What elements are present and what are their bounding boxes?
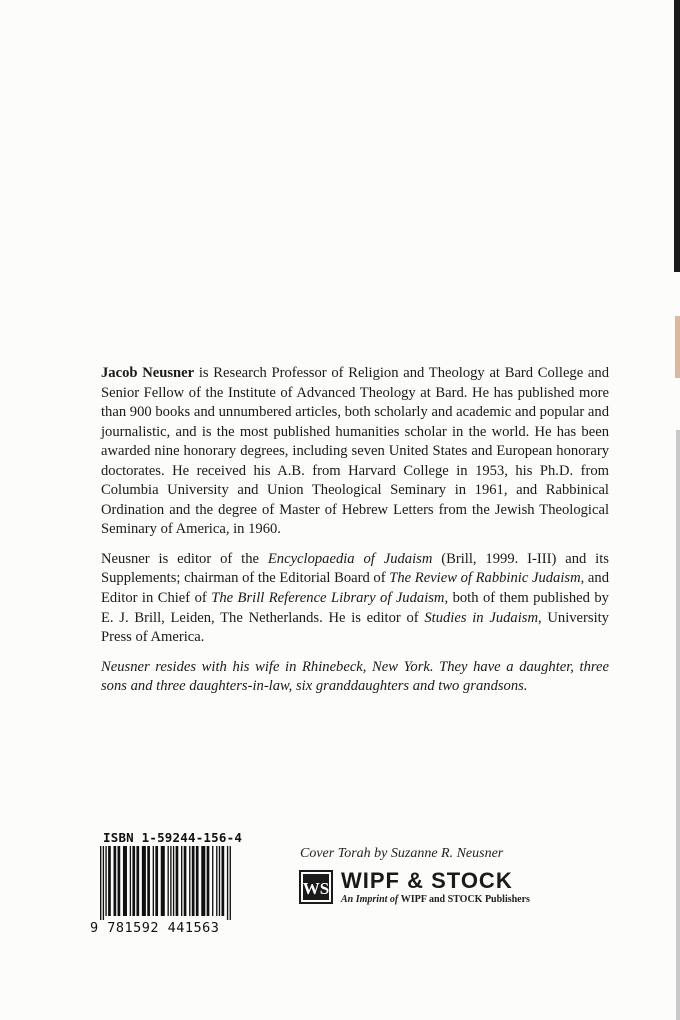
bio-p2-text-c: , and Editor in Chief of	[101, 570, 609, 607]
barcode-bar	[181, 846, 182, 916]
tagline-suffix: WIPF and STOCK Publishers	[400, 894, 530, 905]
bio-p2-text-d: , both of them published by E. J. Brill, Leiden, The Netherlands. He is editor of	[101, 590, 609, 626]
barcode-bar	[132, 846, 135, 916]
barcode-bar	[136, 846, 139, 916]
author-name: Jacob Neusner	[101, 365, 195, 381]
tagline-prefix: An Imprint of	[341, 894, 401, 905]
barcode-bar	[192, 846, 195, 916]
barcode-bar	[100, 846, 101, 920]
bio-p1-text: is Research Professor of Religion and Theology at Bard College and Senior Fellow of the Institute of Advanced Theology at Bard. He has published more than 900 books and unnumbered articles, both scholarly and academic and popular and journalistic, and is the most published humanities scholar in the world. He has been awarded nine honorary degrees, including seven United States and European honorary doctorates. He received his A.B. from Harvard College in 1953, his Ph.D. from Columbia University and Union Theological Seminary in 1961, and Rabbinical Ordination and the degree of Master of Hebrew Letters from the Jewish Theological Seminary of America, in 1960.	[101, 365, 609, 538]
barcode-bar	[173, 846, 174, 916]
bio-paragraph-2	[101, 550, 609, 648]
barcode-bar	[103, 846, 104, 920]
publisher-name: WIPF & STOCK	[341, 868, 513, 893]
barcode-bar	[184, 846, 187, 916]
barcode-bar	[196, 846, 199, 916]
bio-p2-text-b: (Brill, 1999. I-III) and its Supplements; chairman of the Editorial Board of	[101, 550, 609, 587]
barcode-bar	[123, 846, 127, 916]
bio-paragraph-1	[101, 364, 609, 540]
title-brill-library: The Brill Reference Library of Judaism	[211, 590, 445, 607]
barcode-bar	[161, 846, 165, 916]
author-bio	[101, 364, 609, 707]
barcode-bar	[153, 846, 154, 916]
barcode-bar	[207, 846, 210, 916]
barcode-bar	[189, 846, 190, 916]
publisher-tagline	[341, 894, 530, 905]
barcode-bar	[168, 846, 169, 916]
title-review: The Review of Rabbinic Judaism	[389, 570, 581, 587]
logo-mark-text: WS	[302, 879, 330, 898]
bio-p3-text: Neusner resides with his wife in Rhinebeck, New York. They have a daughter, three sons and three daughters-in-law, six granddaughters and two grandsons.	[101, 658, 609, 695]
spine-edge-tan	[675, 316, 680, 378]
barcode-bar	[230, 846, 231, 920]
barcode-bar	[147, 846, 150, 916]
bio-paragraph-3	[101, 658, 609, 697]
barcode-bar	[105, 846, 106, 916]
barcode-digits: 9 781592 441563	[90, 920, 220, 936]
barcode-bar	[216, 846, 217, 916]
bio-p2-text-a: Neusner is editor of the	[101, 550, 268, 567]
isbn-label: ISBN 1-59244-156-4	[103, 830, 243, 845]
barcode-bar	[170, 846, 171, 916]
spine-edge-dark	[674, 0, 680, 272]
barcode-bar	[130, 846, 131, 916]
ws-logo-icon	[299, 870, 333, 904]
barcode-bar	[155, 846, 158, 916]
spine-edge-gray	[676, 430, 680, 1020]
cover-credit: Cover Torah by Suzanne R. Neusner	[300, 846, 504, 861]
barcode-bar	[142, 846, 146, 916]
barcode-bar	[201, 846, 205, 916]
barcode-bar	[108, 846, 111, 916]
barcode-bar	[176, 846, 179, 916]
barcode-bar	[219, 846, 220, 916]
barcode-bar	[212, 846, 213, 916]
barcode	[90, 846, 250, 920]
title-studies: Studies in Judaism	[424, 609, 538, 626]
title-encyclopaedia: Encyclopaedia of Judaism	[267, 550, 433, 567]
barcode-bar	[118, 846, 121, 916]
bio-p2-text-e: , University Press of America.	[101, 609, 609, 646]
barcode-bar	[227, 846, 228, 920]
barcode-bar	[222, 846, 225, 916]
publisher-logo	[299, 868, 549, 910]
barcode-bar	[114, 846, 117, 916]
